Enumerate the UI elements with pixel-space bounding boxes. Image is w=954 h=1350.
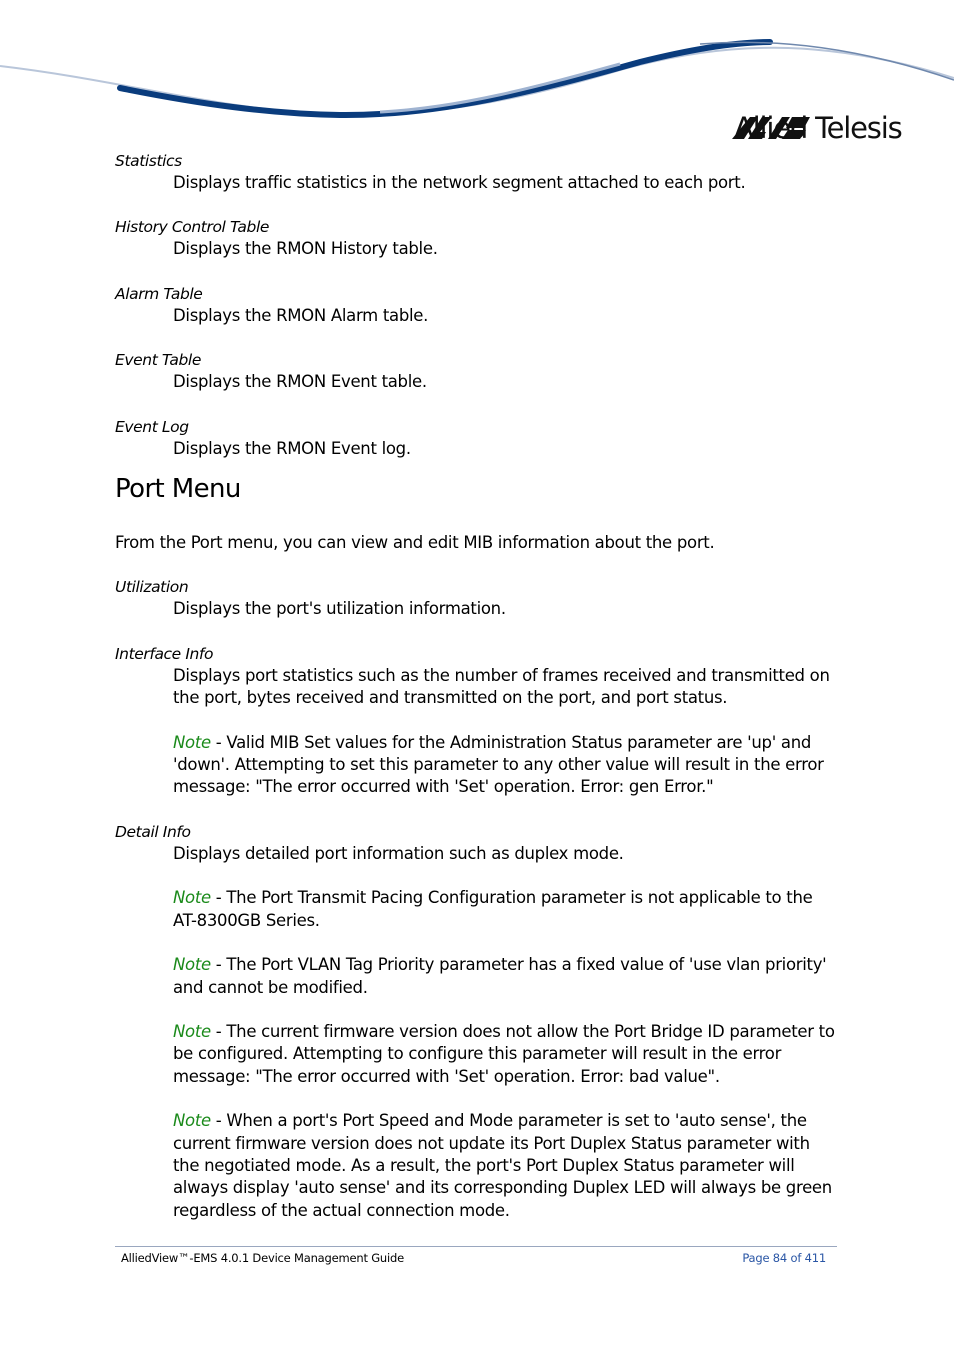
note-label: Note — [173, 732, 211, 752]
note-text: - The Port VLAN Tag Priority parameter has a fixed value of 'use vlan priority' and cannot be modified. — [173, 955, 827, 997]
footer-document-title: AlliedView™-EMS 4.0.1 Device Management Guide — [121, 1251, 404, 1265]
term-event-table: Event Table — [115, 351, 201, 370]
term-utilization: Utilization — [115, 578, 189, 597]
note-text: - Valid MIB Set values for the Administration Status parameter are 'up' and 'down'. Attempting to set this parameter to any other value will result in the error message: "The error occurred with 'Set' operation. Error: gen Error." — [173, 732, 824, 797]
note-label: Note — [173, 955, 211, 975]
top-definition-list — [115, 150, 840, 460]
note-detail-3 — [173, 1021, 840, 1088]
note-label: Note — [173, 1111, 211, 1131]
desc-event-table: Displays the RMON Event table. — [173, 372, 427, 392]
port-menu-intro: From the Port menu, you can view and edit MIB information about the port. — [115, 533, 715, 553]
logo-wordmark: Allied Telesis — [734, 111, 902, 145]
note-text: - The current firmware version does not allow the Port Bridge ID parameter to be configured. Attempting to configure this parameter will result in the error message: "The error occurred with 'Set' operation. Error: bad value". — [173, 1021, 835, 1086]
note-label: Note — [173, 1021, 211, 1041]
term-statistics: Statistics — [115, 152, 182, 170]
desc-history-control-table: Displays the RMON History table. — [173, 239, 438, 259]
desc-interface-info: Displays port statistics such as the number of frames received and transmitted on the port, bytes received and transmitted on the port, and port status. — [173, 665, 830, 708]
term-history-control-table: History Control Table — [115, 218, 269, 237]
note-detail-2 — [173, 954, 840, 999]
section-heading-port-menu: Port Menu — [115, 474, 241, 505]
term-detail-info: Detail Info — [115, 822, 191, 841]
footer-page-number: Page 84 of 411 — [742, 1251, 826, 1265]
desc-detail-info: Displays detailed port information such as duplex mode. — [173, 843, 624, 863]
note-label: Note — [173, 888, 211, 908]
note-detail-1 — [173, 887, 840, 932]
page-content — [115, 150, 840, 1222]
footer-divider — [115, 1246, 837, 1247]
desc-event-log: Displays the RMON Event log. — [173, 438, 411, 458]
note-text: - When a port's Port Speed and Mode parameter is set to 'auto sense', the current firmware version does not update its Port Duplex Status parameter with the negotiated mode. As a result, the port's Port Duplex Status parameter will always display 'auto sense' and its corresponding Duplex LED will always be green regardless of the actual connection mode. — [173, 1111, 832, 1220]
desc-utilization: Displays the port's utilization information. — [173, 599, 506, 619]
term-event-log: Event Log — [115, 417, 189, 436]
note-detail-4 — [173, 1110, 840, 1222]
term-interface-info: Interface Info — [115, 644, 214, 663]
note-interface-info — [173, 732, 840, 799]
desc-statistics: Displays traffic statistics in the network segment attached to each port. — [173, 173, 746, 192]
desc-alarm-table: Displays the RMON Alarm table. — [173, 305, 429, 325]
note-text: - The Port Transmit Pacing Configuration parameter is not applicable to the AT-8300GB Series. — [173, 888, 813, 930]
term-alarm-table: Alarm Table — [115, 284, 203, 303]
